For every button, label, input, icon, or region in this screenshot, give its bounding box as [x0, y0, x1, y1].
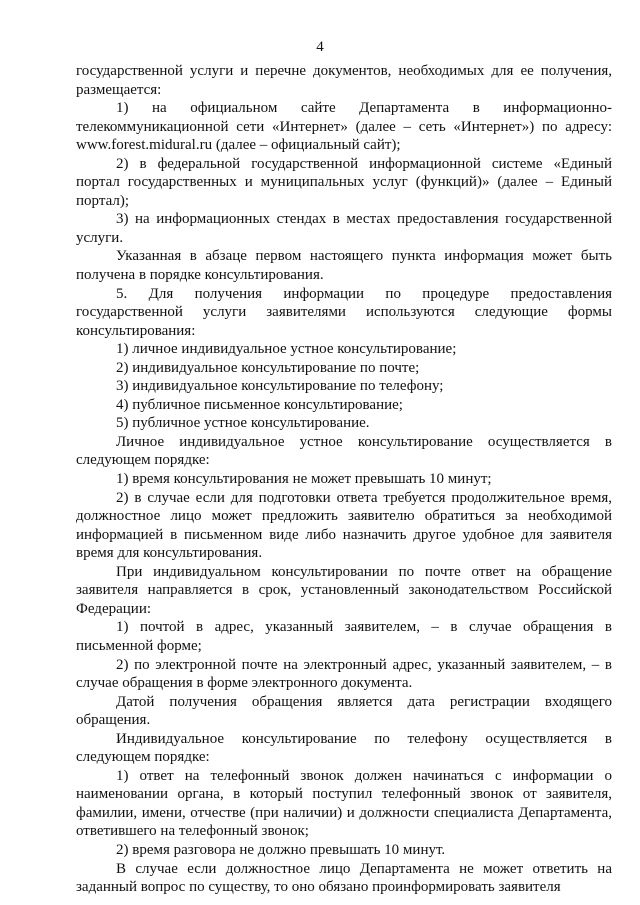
- paragraph: 2) в федеральной государственной информационной системе «Единый портал государственных и муниципальных услуг (функций)» (далее – Единый портал);: [76, 155, 612, 209]
- paragraph: Датой получения обращения является дата регистрации входящего обращения.: [76, 693, 612, 729]
- paragraph: государственной услуги и перечне документов, необходимых для ее получения, размещается:: [76, 63, 612, 98]
- paragraph: Индивидуальное консультирование по телефону осуществляется в следующем порядке:: [76, 730, 612, 766]
- list-item: 1) ответ на телефонный звонок должен начинаться с информации о наименовании органа, в который поступил телефонный звонок от заявителя, фамилии, имени, отчестве (при наличии) и должности специалиста Департамента, ответившего на телефонный звонок;: [76, 767, 612, 840]
- paragraph: 5. Для получения информации по процедуре предоставления государственной услуги заявителями используются следующие формы консультирования:: [76, 285, 612, 339]
- list-item: 2) в случае если для подготовки ответа требуется продолжительное время, должностное лицо может предложить заявителю обратиться за необходимой информацией в письменном виде либо назначить другое удобное для заявителя время для консультирования.: [76, 489, 612, 562]
- document-body: [76, 62, 612, 897]
- page-number: 4: [316, 39, 324, 55]
- paragraph: При индивидуальном консультировании по почте ответ на обращение заявителя направляется в срок, установленный законодательством Российской Федерации:: [76, 563, 612, 617]
- paragraph: Личное индивидуальное устное консультирование осуществляется в следующем порядке:: [76, 433, 612, 469]
- list-item: 1) личное индивидуальное устное консультирование;: [116, 341, 457, 358]
- paragraph: 1) на официальном сайте Департамента в информационно-телекоммуникационной сети «Интернет» (далее – сеть «Интернет») по адресу: www.forest.midural.ru (далее – официальный сайт);: [76, 100, 612, 154]
- list-item: 1) почтой в адрес, указанный заявителем, – в случае обращения в письменной форме;: [76, 619, 612, 654]
- list-item: 2) время разговора не должно превышать 10 минут.: [116, 841, 446, 858]
- paragraph: 3) на информационных стендах в местах предоставления государственной услуги.: [76, 211, 612, 246]
- paragraph: В случае если должностное лицо Департамента не может ответить на заданный вопрос по существу, то оно обязано проинформировать заявителя: [76, 860, 612, 896]
- list-item: 3) индивидуальное консультирование по телефону;: [116, 378, 444, 395]
- list-item: 1) время консультирования не может превышать 10 минут;: [116, 471, 492, 488]
- list-item: 5) публичное устное консультирование.: [116, 415, 370, 432]
- paragraph: Указанная в абзаце первом настоящего пункта информация может быть получена в порядке консультирования.: [76, 248, 612, 284]
- list-item: 2) индивидуальное консультирование по почте;: [116, 359, 420, 376]
- list-item: 2) по электронной почте на электронный адрес, указанный заявителем, – в случае обращения в форме электронного документа.: [76, 656, 612, 692]
- list-item: 4) публичное письменное консультирование;: [116, 396, 403, 413]
